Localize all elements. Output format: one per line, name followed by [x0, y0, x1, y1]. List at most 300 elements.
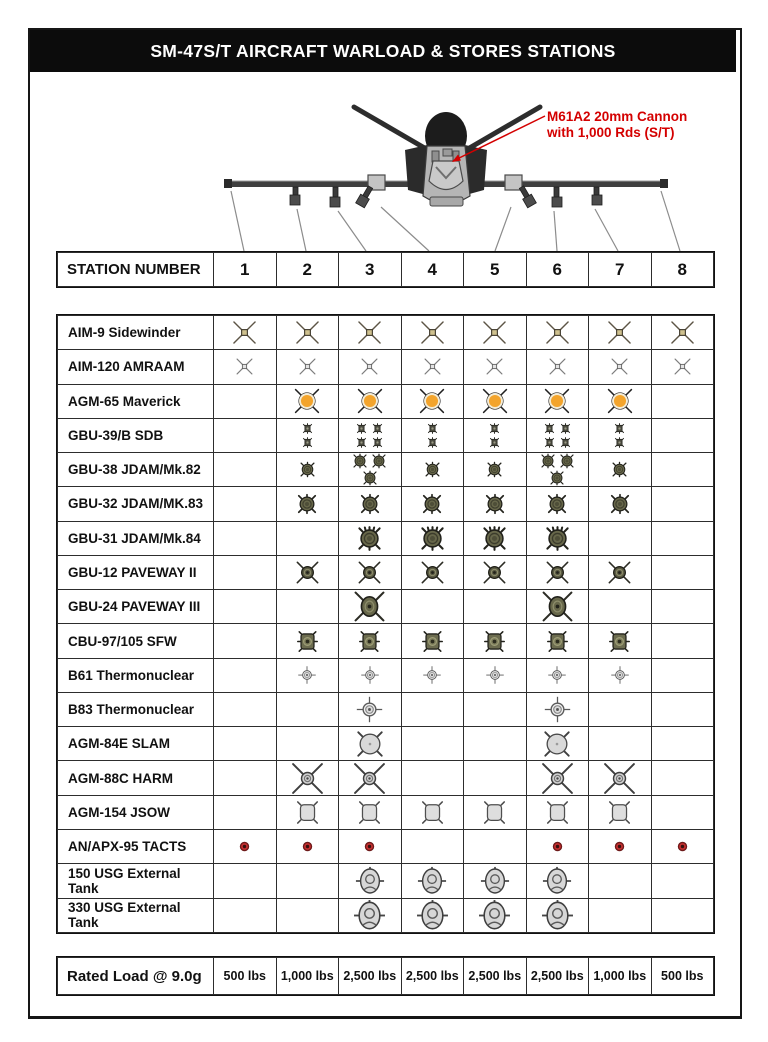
station-cell [651, 521, 714, 555]
station-cell [276, 350, 339, 384]
station-cell [214, 384, 277, 418]
station-cell [401, 692, 464, 726]
station-cell [589, 590, 652, 624]
station-cell [464, 590, 527, 624]
station-cell [651, 590, 714, 624]
weapon-label: AN/APX-95 TACTS [58, 829, 214, 863]
station-cell [589, 624, 652, 658]
station-cell [464, 453, 527, 487]
amraam-icon [235, 357, 254, 376]
cbu-icon [421, 630, 444, 653]
sdb-icon [543, 436, 556, 449]
cbu-icon [296, 630, 319, 653]
station-cell [464, 692, 527, 726]
harm-icon [603, 762, 636, 795]
cbu-icon [546, 630, 569, 653]
station-cell [464, 350, 527, 384]
jdam-l-icon [481, 525, 508, 552]
slam-icon [355, 729, 385, 759]
sdb-icon [426, 422, 439, 435]
rated-load-cell: 2,500 lbs [339, 958, 402, 995]
jsow-icon [420, 800, 445, 825]
paveway2-icon [420, 560, 445, 585]
maverick-icon [293, 387, 321, 415]
sidewinder-icon [481, 319, 508, 346]
weapon-label: GBU-38 JDAM/Mk.82 [58, 453, 214, 487]
sidewinder-icon [669, 319, 696, 346]
jdam-s-icon [371, 453, 387, 469]
station-cell [339, 898, 402, 932]
station-cell [214, 453, 277, 487]
station-cell [214, 624, 277, 658]
sdb-icon [559, 422, 572, 435]
station-cell [401, 350, 464, 384]
sdb-icon [613, 422, 626, 435]
weapon-label: AIM-9 Sidewinder [58, 316, 214, 350]
table-row [58, 727, 714, 761]
station-cell [464, 487, 527, 521]
station-cell [401, 418, 464, 452]
maverick-icon [543, 387, 571, 415]
weapon-label: CBU-97/105 SFW [58, 624, 214, 658]
table-row [58, 453, 714, 487]
station-cell [589, 316, 652, 350]
paveway2-icon [482, 560, 507, 585]
station-cell [464, 898, 527, 932]
station-cell [589, 521, 652, 555]
amraam-icon [423, 357, 442, 376]
harm-icon [353, 762, 386, 795]
tank-icon [542, 866, 572, 896]
cbu-icon [358, 630, 381, 653]
table-row [58, 418, 714, 452]
station-cell [401, 624, 464, 658]
jdam-l-icon [419, 525, 446, 552]
station-number-cell: 2 [276, 253, 339, 287]
amraam-icon [610, 357, 629, 376]
jsow-icon [482, 800, 507, 825]
sidewinder-icon [544, 319, 571, 346]
station-cell [464, 418, 527, 452]
station-cell [276, 829, 339, 863]
sdb-icon [355, 422, 368, 435]
station-cell [401, 898, 464, 932]
station-cell [464, 658, 527, 692]
station-number-cell: 8 [651, 253, 714, 287]
weapon-label: AIM-120 AMRAAM [58, 350, 214, 384]
sdb-icon [488, 436, 501, 449]
station-cell [401, 555, 464, 589]
station-cell [651, 624, 714, 658]
table-row [58, 692, 714, 726]
tacts-icon [363, 840, 376, 853]
station-number-cell: 7 [589, 253, 652, 287]
station-cell [339, 795, 402, 829]
station-cell [339, 487, 402, 521]
station-cell [401, 761, 464, 795]
station-cell [276, 727, 339, 761]
tacts-icon [613, 840, 626, 853]
table-row [58, 487, 714, 521]
station-cell [401, 487, 464, 521]
station-cell [651, 898, 714, 932]
station-cell [401, 658, 464, 692]
station-cell [214, 658, 277, 692]
station-cell [589, 727, 652, 761]
tank-l-icon [541, 899, 574, 932]
station-cell [464, 761, 527, 795]
jdam-s-icon [352, 453, 368, 469]
weapon-label: GBU-24 PAVEWAY III [58, 590, 214, 624]
station-cell [276, 795, 339, 829]
station-cell [339, 316, 402, 350]
station-cell [589, 864, 652, 898]
station-cell [401, 521, 464, 555]
rated-load-cell: 2,500 lbs [464, 958, 527, 995]
station-cell [589, 898, 652, 932]
station-cell [339, 727, 402, 761]
station-header-row [58, 253, 714, 287]
station-cell [276, 658, 339, 692]
tank-l-icon [353, 899, 386, 932]
station-cell [401, 453, 464, 487]
station-cell [589, 555, 652, 589]
station-cell [214, 521, 277, 555]
station-cell [276, 692, 339, 726]
b61-icon [422, 665, 442, 685]
station-cell [214, 316, 277, 350]
station-cell [339, 829, 402, 863]
jsow-icon [357, 800, 382, 825]
station-cell [651, 761, 714, 795]
table-row [58, 521, 714, 555]
stores-table-body [58, 316, 714, 933]
b61-icon [485, 665, 505, 685]
station-cell [464, 555, 527, 589]
weapon-label: GBU-31 JDAM/Mk.84 [58, 521, 214, 555]
annotation-text: M61A2 20mm Cannon with 1,000 Rds (S/T) [547, 109, 688, 140]
station-cell [276, 521, 339, 555]
station-cell [589, 761, 652, 795]
jdam-l-icon [356, 525, 383, 552]
tank-icon [417, 866, 447, 896]
station-number-cell: 3 [339, 253, 402, 287]
station-cell [526, 316, 589, 350]
station-number-cell: 6 [526, 253, 589, 287]
station-cell [464, 727, 527, 761]
jdam-m-icon [296, 493, 318, 515]
sdb-icon [371, 422, 384, 435]
table-row [58, 864, 714, 898]
sidewinder-icon [419, 319, 446, 346]
station-cell [276, 898, 339, 932]
stores-table [57, 315, 714, 933]
station-cell [526, 795, 589, 829]
table-row [58, 384, 714, 418]
station-cell [401, 864, 464, 898]
table-row [58, 898, 714, 932]
station-cell [526, 761, 589, 795]
station-cell [401, 590, 464, 624]
station-cell [526, 898, 589, 932]
jdam-m-icon [484, 493, 506, 515]
station-cell [464, 384, 527, 418]
rated-load-cell: 1,000 lbs [276, 958, 339, 995]
b83-icon [355, 695, 384, 724]
table-row [58, 555, 714, 589]
harm-icon [291, 762, 324, 795]
paveway2-icon [295, 560, 320, 585]
weapon-label: B83 Thermonuclear [58, 692, 214, 726]
jdam-m-icon [421, 493, 443, 515]
station-cell [276, 487, 339, 521]
station-cell [276, 316, 339, 350]
sdb-icon [543, 422, 556, 435]
station-cell [651, 350, 714, 384]
tacts-icon [238, 840, 251, 853]
station-number-cell: 1 [214, 253, 277, 287]
station-cell [526, 418, 589, 452]
station-cell [464, 624, 527, 658]
station-cell [651, 795, 714, 829]
station-cell [401, 384, 464, 418]
b61-icon [547, 665, 567, 685]
station-cell [526, 521, 589, 555]
station-cell [651, 829, 714, 863]
station-cell [276, 453, 339, 487]
station-cell [276, 384, 339, 418]
maverick-icon [481, 387, 509, 415]
station-cell [651, 384, 714, 418]
jdam-s-icon [549, 470, 565, 486]
station-cell [589, 829, 652, 863]
station-cell [589, 692, 652, 726]
jdam-s-icon [540, 453, 556, 469]
station-cell [276, 555, 339, 589]
table-row [58, 795, 714, 829]
weapon-label: AGM-154 JSOW [58, 795, 214, 829]
jdam-s-icon [362, 470, 378, 486]
table-row [58, 658, 714, 692]
b61-icon [360, 665, 380, 685]
cbu-icon [483, 630, 506, 653]
station-cell [339, 864, 402, 898]
station-cell [276, 864, 339, 898]
station-cell [589, 658, 652, 692]
station-table [57, 252, 714, 287]
rated-load-label: Rated Load @ 9.0g [58, 958, 214, 995]
b83-icon [543, 695, 572, 724]
station-cell [214, 692, 277, 726]
paveway3-icon [353, 590, 386, 623]
station-cell [651, 453, 714, 487]
station-cell [526, 555, 589, 589]
aircraft-diagram [30, 74, 738, 256]
station-cell [464, 521, 527, 555]
sdb-icon [426, 436, 439, 449]
station-cell [214, 555, 277, 589]
rated-load-row [58, 958, 714, 995]
station-number-cell: 5 [464, 253, 527, 287]
station-cell [276, 418, 339, 452]
station-cell [651, 864, 714, 898]
station-cell [464, 316, 527, 350]
station-cell [401, 727, 464, 761]
station-cell [651, 418, 714, 452]
station-cell [589, 487, 652, 521]
station-cell [339, 453, 402, 487]
station-cell [651, 727, 714, 761]
jsow-icon [295, 800, 320, 825]
rated-load-cell: 500 lbs [214, 958, 277, 995]
weapon-label: AGM-84E SLAM [58, 727, 214, 761]
jdam-s-icon [424, 461, 441, 478]
rated-load-cell: 500 lbs [651, 958, 714, 995]
station-cell [214, 761, 277, 795]
station-cell [214, 350, 277, 384]
station-cell [214, 487, 277, 521]
station-cell [339, 590, 402, 624]
sidewinder-icon [294, 319, 321, 346]
weapon-label: AGM-88C HARM [58, 761, 214, 795]
station-cell [526, 453, 589, 487]
station-cell [464, 795, 527, 829]
amraam-icon [673, 357, 692, 376]
sdb-icon [371, 436, 384, 449]
tank-l-icon [478, 899, 511, 932]
title-bar [30, 30, 736, 72]
weapon-label: 330 USG External Tank [58, 898, 214, 932]
jdam-l-icon [544, 525, 571, 552]
paveway2-icon [357, 560, 382, 585]
station-cell [526, 727, 589, 761]
station-cell [214, 829, 277, 863]
sdb-icon [488, 422, 501, 435]
station-cell [589, 795, 652, 829]
amraam-icon [548, 357, 567, 376]
station-cell [276, 590, 339, 624]
rated-load-cell: 2,500 lbs [526, 958, 589, 995]
table-row [58, 590, 714, 624]
b61-icon [297, 665, 317, 685]
station-number-cell: 4 [401, 253, 464, 287]
station-cell [651, 658, 714, 692]
slam-icon [542, 729, 572, 759]
maverick-icon [606, 387, 634, 415]
tacts-icon [676, 840, 689, 853]
station-cell [339, 521, 402, 555]
sidewinder-icon [231, 319, 258, 346]
rated-load-cell: 2,500 lbs [401, 958, 464, 995]
station-cell [401, 316, 464, 350]
amraam-icon [298, 357, 317, 376]
station-cell [589, 384, 652, 418]
station-cell [339, 555, 402, 589]
station-cell [339, 624, 402, 658]
paveway2-icon [545, 560, 570, 585]
paveway2-icon [607, 560, 632, 585]
station-cell [589, 453, 652, 487]
station-cell [526, 864, 589, 898]
jsow-icon [607, 800, 632, 825]
table-row [58, 761, 714, 795]
station-cell [214, 727, 277, 761]
jdam-s-icon [559, 453, 575, 469]
station-cell [339, 658, 402, 692]
table-row [58, 624, 714, 658]
station-cell [526, 658, 589, 692]
station-cell [339, 761, 402, 795]
station-header-label: STATION NUMBER [58, 253, 214, 287]
station-cell [401, 829, 464, 863]
station-cell [339, 384, 402, 418]
tacts-icon [301, 840, 314, 853]
amraam-icon [360, 357, 379, 376]
rated-load-cell: 1,000 lbs [589, 958, 652, 995]
station-cell [589, 418, 652, 452]
station-cell [276, 624, 339, 658]
weapon-label: GBU-12 PAVEWAY II [58, 555, 214, 589]
jdam-s-icon [486, 461, 503, 478]
station-cell [339, 350, 402, 384]
station-cell [526, 624, 589, 658]
station-cell [214, 590, 277, 624]
table-row [58, 350, 714, 384]
sidewinder-icon [606, 319, 633, 346]
station-cell [214, 898, 277, 932]
station-cell [339, 418, 402, 452]
jsow-icon [545, 800, 570, 825]
station-cell [526, 487, 589, 521]
jdam-s-icon [299, 461, 316, 478]
sdb-icon [301, 422, 314, 435]
station-cell [526, 590, 589, 624]
station-cell [401, 795, 464, 829]
page-title: SM-47S/T AIRCRAFT WARLOAD & STORES STATIONS [150, 40, 616, 61]
table-row [58, 316, 714, 350]
paveway3-icon [541, 590, 574, 623]
station-cell [214, 795, 277, 829]
station-cell [214, 418, 277, 452]
jdam-m-icon [546, 493, 568, 515]
weapon-label: B61 Thermonuclear [58, 658, 214, 692]
station-cell [526, 384, 589, 418]
b61-icon [610, 665, 630, 685]
station-cell [589, 350, 652, 384]
sdb-icon [355, 436, 368, 449]
tank-icon [355, 866, 385, 896]
station-cell [651, 692, 714, 726]
station-cell [526, 692, 589, 726]
amraam-icon [485, 357, 504, 376]
sdb-icon [301, 436, 314, 449]
weapon-label: GBU-32 JDAM/MK.83 [58, 487, 214, 521]
maverick-icon [418, 387, 446, 415]
weapon-label: AGM-65 Maverick [58, 384, 214, 418]
tank-icon [480, 866, 510, 896]
station-cell [214, 864, 277, 898]
cbu-icon [608, 630, 631, 653]
station-cell [651, 555, 714, 589]
tank-l-icon [416, 899, 449, 932]
fuselage [405, 145, 487, 206]
station-cell [464, 864, 527, 898]
tacts-icon [551, 840, 564, 853]
jdam-m-icon [359, 493, 381, 515]
weapon-label: GBU-39/B SDB [58, 418, 214, 452]
jdam-s-icon [611, 461, 628, 478]
jdam-m-icon [609, 493, 631, 515]
